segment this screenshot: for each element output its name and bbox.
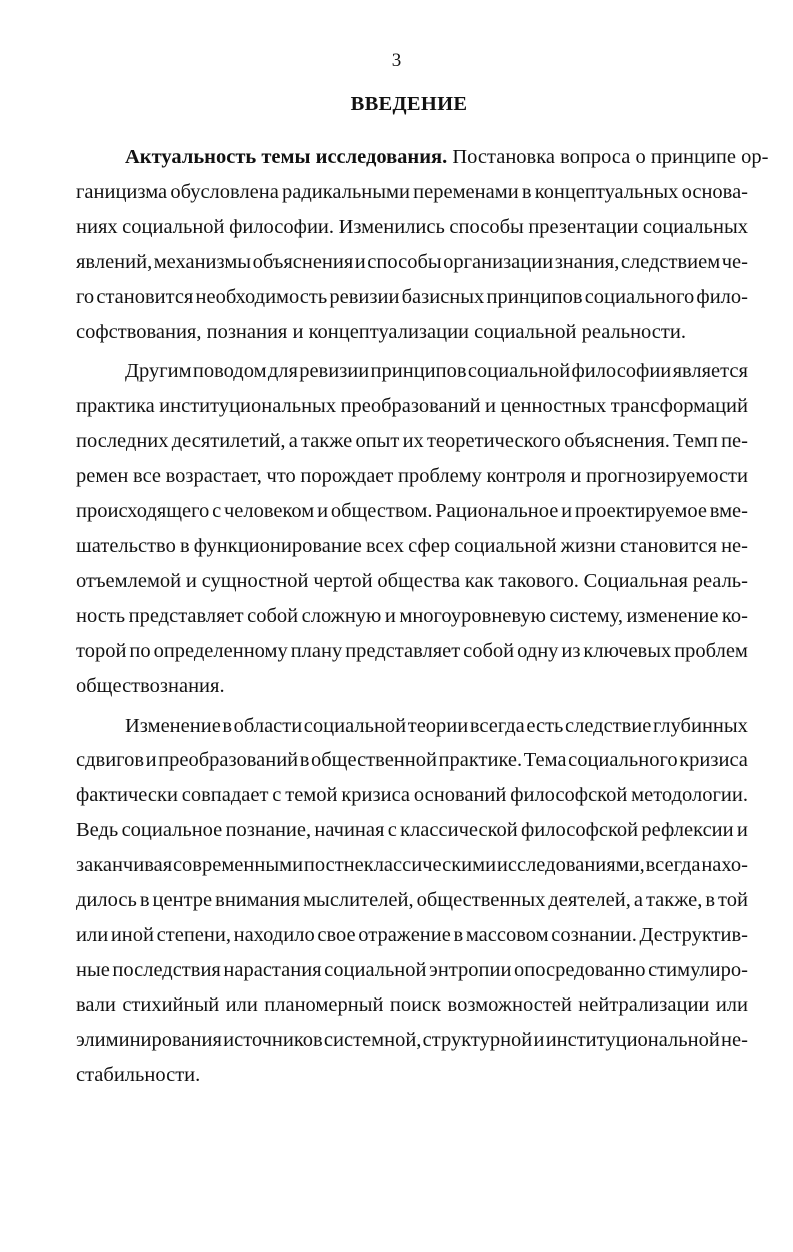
line-text: Постановка вопроса о принципе ор- (447, 146, 769, 168)
word: социальной (122, 215, 225, 238)
word: с (212, 500, 222, 523)
text-line (76, 494, 748, 529)
word: ревизии (329, 285, 400, 308)
word: нарастания (223, 958, 322, 981)
word: преобразований (340, 395, 481, 418)
word: необходимость (195, 285, 328, 308)
word: социального (568, 749, 678, 772)
text-line (76, 389, 748, 424)
word: ниях (76, 215, 118, 238)
text-line (76, 743, 748, 778)
word: или (76, 923, 109, 946)
word: десятилетий, (171, 430, 286, 453)
word: той (718, 889, 748, 912)
word: начиная (314, 819, 385, 842)
word: философской (510, 784, 628, 807)
word: массовом (465, 923, 549, 946)
word: всегда (469, 714, 525, 737)
word: фило- (696, 285, 748, 308)
text-line (76, 1023, 748, 1058)
word: ко- (721, 604, 748, 627)
paragraph-3 (76, 709, 748, 1093)
text-line (76, 564, 748, 599)
word: общественных (416, 889, 546, 912)
word: жизни (560, 534, 616, 557)
word: порождает (300, 465, 394, 488)
word: институциональных (159, 395, 337, 418)
word: проблем (674, 639, 748, 662)
body-text (76, 140, 769, 1097)
word: ценностных (500, 395, 607, 418)
word: социальное (121, 819, 223, 842)
word: и (736, 819, 748, 842)
word: обществом. (330, 500, 433, 523)
word: принципов (370, 360, 467, 383)
word: в (179, 534, 190, 557)
word: плану (290, 639, 343, 662)
word: проектируемое (574, 500, 707, 523)
word: общественной (311, 749, 437, 772)
word: пе- (721, 430, 748, 453)
word: ключевых (583, 639, 672, 662)
text-line: обществознания. (76, 674, 225, 697)
word: такового. (498, 569, 579, 592)
word: изменение (626, 604, 719, 627)
text-line (76, 424, 748, 459)
word: систему, (549, 604, 623, 627)
word: теории (407, 714, 469, 737)
word: кризиса (341, 784, 411, 807)
word: и (185, 569, 197, 592)
word: презентации (528, 215, 639, 238)
word: и (533, 1028, 545, 1051)
word: заканчивая (76, 854, 173, 877)
word: человеком (223, 500, 315, 523)
word: трансформаций (610, 395, 748, 418)
word: является (672, 360, 748, 383)
word: представляет (128, 604, 244, 627)
word: не- (721, 1028, 748, 1051)
word: социального (584, 285, 695, 308)
word: ремен (76, 465, 129, 488)
word: что (266, 465, 296, 488)
word: социальных (642, 215, 748, 238)
word: рефлексии (641, 819, 734, 842)
word: из (561, 639, 581, 662)
text-line (76, 599, 748, 634)
word: собой (247, 604, 299, 627)
word: находило (233, 923, 315, 946)
word: практика (76, 395, 155, 418)
word: социальной (454, 534, 557, 557)
word: Тема (523, 749, 567, 772)
word: преобразований (158, 749, 299, 772)
word: становится (96, 285, 194, 308)
paragraph-1 (76, 140, 769, 349)
word: сознании. (551, 923, 637, 946)
word: институциональной (545, 1028, 720, 1051)
text-line (76, 634, 748, 669)
word: с (272, 784, 282, 807)
word: поиск (389, 993, 442, 1016)
word: в (453, 923, 464, 946)
word: также, (645, 889, 703, 912)
word: для (267, 360, 298, 383)
word: радикальными (282, 180, 410, 203)
word: Другим (125, 360, 192, 383)
word: и (485, 395, 497, 418)
word: функционирование (193, 534, 362, 557)
word: не- (721, 534, 748, 557)
word: явлений, (76, 250, 153, 273)
word: Изменение (125, 714, 221, 737)
word: возможностей (447, 993, 572, 1016)
word: ные (76, 958, 110, 981)
text-line: софствования, познания и концептуализации социальной реальности. (76, 320, 686, 343)
word: представляет (345, 639, 461, 662)
word: концептуальных (534, 180, 679, 203)
word: сдвигов (76, 749, 145, 772)
word: ганицизма (76, 180, 168, 203)
word: социальной (324, 958, 427, 981)
text-line (76, 354, 748, 389)
word: структурной (422, 1028, 533, 1051)
word: энтропии (429, 958, 512, 981)
word: становится (619, 534, 717, 557)
word: нахо- (701, 854, 748, 877)
word: объяснения. (564, 430, 670, 453)
word: степени, (156, 923, 231, 946)
word: центре (152, 889, 213, 912)
word: темой (285, 784, 338, 807)
word: торой (76, 639, 127, 662)
word: внимания (215, 889, 301, 912)
word: знания, (554, 250, 620, 273)
text-line (76, 245, 748, 280)
word: основа- (681, 180, 748, 203)
word: социальной (467, 360, 571, 383)
word: или (715, 993, 748, 1016)
word: способы (367, 250, 442, 273)
word: нейтрализации (578, 993, 710, 1016)
word: исследованиями, (496, 854, 645, 877)
word: всех (366, 534, 404, 557)
word: определенному (153, 639, 288, 662)
text-line (76, 988, 748, 1023)
word: происходящего (76, 500, 210, 523)
word: как (464, 569, 494, 592)
word: Ведь (76, 819, 119, 842)
word: возрастает, (165, 465, 262, 488)
word: чертой (313, 569, 373, 592)
word: источников (223, 1028, 323, 1051)
word: последних (76, 430, 169, 453)
text-line (76, 210, 748, 245)
word: го (76, 285, 95, 308)
word: многоуровневую (399, 604, 546, 627)
word: поводом (192, 360, 267, 383)
word: опосредованно (513, 958, 646, 981)
text-line (76, 459, 748, 494)
word: свое (317, 923, 356, 946)
text-line (76, 918, 748, 953)
text-line (76, 709, 748, 744)
word: механизмы (153, 250, 252, 273)
word: познание, (225, 819, 312, 842)
word: а (633, 889, 643, 912)
word: вали (76, 993, 116, 1016)
word: одну (517, 639, 559, 662)
word: дилось (76, 889, 137, 912)
text-line (76, 140, 769, 175)
word: иной (110, 923, 154, 946)
word: че- (721, 250, 748, 273)
text-line (76, 280, 748, 315)
word: ность (76, 604, 126, 627)
word: Социальная (583, 569, 688, 592)
word: сфер (408, 534, 451, 557)
word: переменами (413, 180, 519, 203)
word: стимулиро- (648, 958, 748, 981)
word: философской (521, 819, 639, 842)
word: социальной (303, 714, 407, 737)
word: по (129, 639, 151, 662)
word: есть (526, 714, 564, 737)
word: сущностной (201, 569, 309, 592)
word: контроля (486, 465, 566, 488)
text-line (76, 848, 748, 883)
word: классической (400, 819, 518, 842)
word: оснований (413, 784, 507, 807)
word: организации (443, 250, 554, 273)
word: планомерный (264, 993, 384, 1016)
word: системной, (323, 1028, 422, 1051)
word: их (402, 430, 424, 453)
word: обусловлена (170, 180, 279, 203)
text-line (76, 883, 748, 918)
word: мыслителей, (303, 889, 414, 912)
word: и (317, 500, 329, 523)
word: в (139, 889, 150, 912)
word: последствия (112, 958, 221, 981)
paragraph-2 (76, 354, 748, 703)
word: реаль- (692, 569, 748, 592)
word: принципов (486, 285, 583, 308)
word: следствием (620, 250, 721, 273)
word: объяснения (252, 250, 354, 273)
word: опыт (355, 430, 400, 453)
word: совпадает (181, 784, 269, 807)
word: в (299, 749, 310, 772)
word: шательство (76, 534, 176, 557)
word: собой (463, 639, 515, 662)
word: Темп (673, 430, 718, 453)
word: отражение (358, 923, 451, 946)
word: и (384, 604, 396, 627)
word: области (233, 714, 303, 737)
word: Рациональное (435, 500, 559, 523)
word: способы (449, 215, 524, 238)
word: сложную (301, 604, 382, 627)
word: теоретического (426, 430, 561, 453)
word: методологии. (631, 784, 748, 807)
word: в (521, 180, 532, 203)
text-line (76, 813, 748, 848)
word: кризиса (679, 749, 748, 772)
word: в (222, 714, 233, 737)
word: а (288, 430, 298, 453)
section-heading: ВВЕДЕНИЕ (350, 93, 468, 115)
word: и (354, 250, 366, 273)
text-line: стабильности. (76, 1063, 201, 1086)
text-line (76, 778, 748, 813)
word: проблему (397, 465, 482, 488)
word: и (145, 749, 157, 772)
word: всегда (645, 854, 701, 877)
word: постнеклассическими (303, 854, 497, 877)
word: общества (377, 569, 461, 592)
word: философии. (229, 215, 335, 238)
word: вме- (709, 500, 748, 523)
word: и (561, 500, 573, 523)
word: и (570, 465, 582, 488)
word: деятелей, (548, 889, 631, 912)
word: практике. (438, 749, 523, 772)
text-line (76, 953, 748, 988)
word: отъемлемой (76, 569, 182, 592)
word: все (133, 465, 162, 488)
word: также (301, 430, 353, 453)
word: с (387, 819, 397, 842)
word: следствие (564, 714, 652, 737)
word: Изменились (338, 215, 445, 238)
word: глубинных (652, 714, 748, 737)
word: в (705, 889, 716, 912)
word: философии (571, 360, 672, 383)
page-number: 3 (391, 50, 402, 71)
bold-lead: Актуальность темы исследования. (125, 146, 448, 168)
word: элиминирования (76, 1028, 222, 1051)
word: современными (172, 854, 304, 877)
word: Деструктив- (639, 923, 748, 946)
word: ревизии (299, 360, 370, 383)
text-line (76, 175, 748, 210)
text-line (76, 529, 748, 564)
word: прогнозируемости (586, 465, 748, 488)
word: фактически (76, 784, 178, 807)
word: базисных (401, 285, 485, 308)
word: или (225, 993, 258, 1016)
word: стихийный (122, 993, 220, 1016)
